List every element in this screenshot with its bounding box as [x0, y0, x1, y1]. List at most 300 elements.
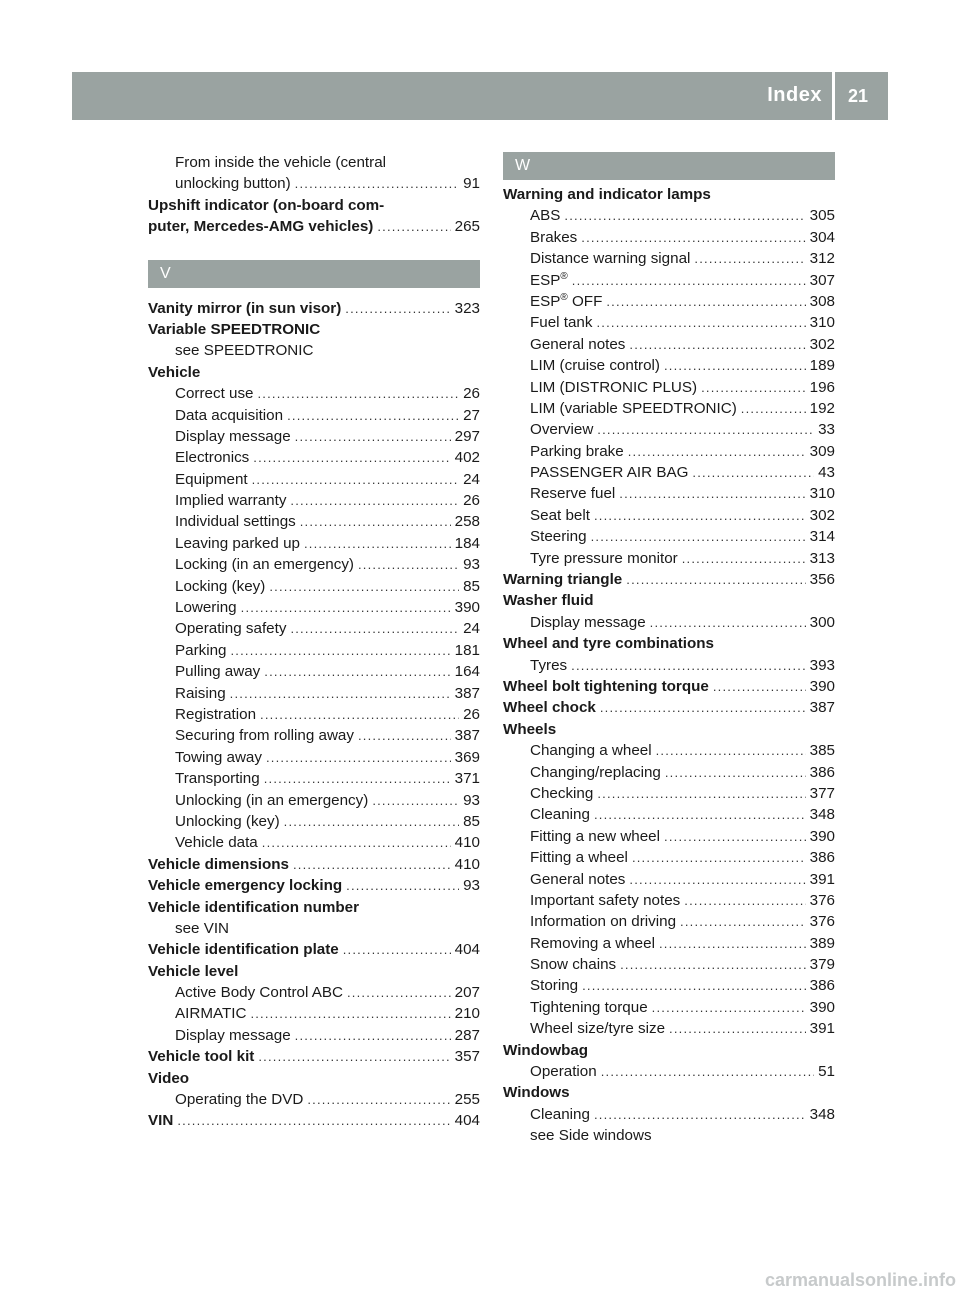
- index-subentry: [148, 152, 480, 173]
- entry-page-number[interactable]: 24: [463, 620, 480, 638]
- entry-label: Removing a wheel: [530, 934, 655, 952]
- dot-leader: [564, 205, 805, 226]
- entry-page-number[interactable]: 387: [454, 684, 480, 702]
- header-separator: [832, 72, 835, 120]
- index-entry: [148, 319, 480, 340]
- index-subentry: [503, 869, 835, 890]
- entry-label: Individual settings: [175, 513, 296, 531]
- dot-leader: [295, 173, 459, 194]
- entry-page-number[interactable]: 192: [809, 399, 835, 417]
- index-subentry: [503, 548, 835, 569]
- entry-label: Changing/replacing: [530, 763, 661, 781]
- entry-page-number[interactable]: 85: [463, 812, 480, 830]
- index-entry: [148, 854, 480, 875]
- entry-page-number[interactable]: 196: [809, 378, 835, 396]
- index-subentry: [148, 747, 480, 768]
- entry-label: Fitting a wheel: [530, 849, 628, 867]
- index-subentry: [148, 768, 480, 789]
- entry-page-number[interactable]: 371: [454, 770, 480, 788]
- entry-label: Distance warning signal: [530, 250, 691, 268]
- index-subentry: [503, 270, 835, 291]
- entry-page-number[interactable]: 310: [809, 314, 835, 332]
- entry-label: Important safety notes: [530, 891, 681, 909]
- entry-label: Checking: [530, 784, 594, 802]
- entry-page-number[interactable]: 27: [463, 406, 480, 424]
- dot-leader: [343, 939, 451, 960]
- index-subentry: [503, 441, 835, 462]
- entry-label: Brakes: [530, 228, 578, 246]
- index-subentry: [148, 832, 480, 853]
- entry-label: Information on driving: [530, 913, 677, 931]
- entry-label: Raising: [175, 684, 226, 702]
- entry-label: LIM (variable SPEEDTRONIC): [530, 399, 737, 417]
- dot-leader: [594, 505, 806, 526]
- index-subentry: [503, 783, 835, 804]
- entry-page-number[interactable]: 385: [809, 742, 835, 760]
- index-subentry: [148, 533, 480, 554]
- entry-label: Vehicle identification plate: [148, 941, 339, 959]
- entry-page-number[interactable]: 308: [809, 292, 835, 310]
- entry-label: Vanity mirror (in sun visor): [148, 299, 342, 317]
- dot-leader: [345, 298, 450, 319]
- index-subentry: [148, 1025, 480, 1046]
- index-subentry: [503, 847, 835, 868]
- entry-label: Pulling away: [175, 663, 261, 681]
- dot-leader: [665, 762, 806, 783]
- entry-label: Cleaning: [530, 806, 590, 824]
- dot-leader: [293, 854, 451, 875]
- entry-page-number[interactable]: 189: [809, 357, 835, 375]
- entry-label: Windows: [503, 1084, 570, 1102]
- entry-page-number[interactable]: 390: [809, 827, 835, 845]
- entry-label: Vehicle tool kit: [148, 1048, 255, 1066]
- index-subentry: [503, 1061, 835, 1082]
- index-entry: [148, 1046, 480, 1067]
- entry-page-number[interactable]: 93: [463, 877, 480, 895]
- entry-label: Video: [148, 1069, 190, 1087]
- dot-leader: [258, 1046, 450, 1067]
- entry-page-number[interactable]: 309: [809, 442, 835, 460]
- index-subentry: [148, 576, 480, 597]
- entry-page-number[interactable]: 307: [809, 271, 835, 289]
- index-entry: [503, 1082, 835, 1103]
- dot-leader: [347, 982, 451, 1003]
- entry-label: Unlocking (key): [175, 812, 280, 830]
- entry-page-number[interactable]: 404: [454, 941, 480, 959]
- entry-page-number[interactable]: 379: [809, 956, 835, 974]
- entry-label: Locking (in an emergency): [175, 556, 354, 574]
- index-subentry: [503, 954, 835, 975]
- entry-label: puter, Mercedes-AMG vehicles): [148, 218, 374, 236]
- index-subentry: [503, 462, 835, 483]
- entry-label: Parking brake: [530, 442, 624, 460]
- entry-page-number[interactable]: 302: [809, 335, 835, 353]
- entry-label: Active Body Control ABC: [175, 984, 343, 1002]
- index-subentry: [503, 762, 835, 783]
- dot-leader: [358, 725, 451, 746]
- dot-leader: [377, 216, 450, 237]
- entry-label: Wheel chock: [503, 699, 596, 717]
- entry-label: Locking (key): [175, 577, 266, 595]
- dot-leader: [269, 576, 459, 597]
- page-number: 21: [847, 86, 869, 106]
- entry-label: Seat belt: [530, 506, 590, 524]
- entry-label: From inside the vehicle (central: [175, 154, 387, 171]
- entry-label: Steering: [530, 528, 587, 546]
- entry-label: see SPEEDTRONIC: [175, 342, 314, 360]
- entry-label: Warning and indicator lamps: [503, 186, 711, 203]
- entry-page-number[interactable]: 85: [463, 577, 480, 595]
- entry-page-number[interactable]: 91: [463, 175, 480, 193]
- index-subentry: [503, 975, 835, 996]
- entry-page-number[interactable]: 302: [809, 506, 835, 524]
- entry-page-number[interactable]: 184: [454, 534, 480, 552]
- index-entry: [148, 362, 480, 383]
- entry-label: Vehicle data: [175, 834, 258, 852]
- entry-page-number[interactable]: 305: [809, 207, 835, 225]
- entry-page-number[interactable]: 391: [809, 870, 835, 888]
- index-subentry: [148, 704, 480, 725]
- dot-leader: [241, 597, 451, 618]
- dot-leader: [620, 954, 806, 975]
- index-entry: [148, 875, 480, 896]
- index-entry: [148, 1068, 480, 1089]
- entry-label: Washer fluid: [503, 592, 594, 610]
- entry-label: Wheel bolt tightening torque: [503, 677, 709, 695]
- dot-leader: [597, 419, 814, 440]
- dot-leader: [358, 554, 459, 575]
- dot-leader: [692, 462, 814, 483]
- index-subentry: [503, 248, 835, 269]
- index-subentry: [148, 683, 480, 704]
- entry-label: Display message: [175, 427, 291, 445]
- index-subentry: [503, 377, 835, 398]
- index-subentry: [148, 340, 480, 361]
- entry-page-number[interactable]: 393: [809, 656, 835, 674]
- entry-page-number[interactable]: 33: [818, 421, 835, 439]
- entry-label: Tyres: [530, 656, 568, 674]
- index-subentry: [148, 469, 480, 490]
- dot-leader: [601, 1061, 814, 1082]
- entry-label: Vehicle dimensions: [148, 855, 289, 873]
- entry-page-number[interactable]: 164: [454, 663, 480, 681]
- index-subentry: [148, 618, 480, 639]
- dot-leader: [264, 661, 450, 682]
- entry-page-number[interactable]: 387: [809, 699, 835, 717]
- entry-page-number[interactable]: 390: [454, 599, 480, 617]
- dot-leader: [597, 783, 805, 804]
- index-subentry: [148, 725, 480, 746]
- entry-label: Transporting: [175, 770, 260, 788]
- entry-page-number[interactable]: 348: [809, 806, 835, 824]
- entry-page-number[interactable]: 304: [809, 228, 835, 246]
- dot-leader: [290, 618, 459, 639]
- entry-label: Snow chains: [530, 956, 617, 974]
- entry-label: ABS: [530, 207, 561, 225]
- dot-leader: [290, 490, 459, 511]
- index-subentry: [148, 173, 480, 194]
- entry-label: Windowbag: [503, 1041, 589, 1059]
- dot-leader: [652, 997, 806, 1018]
- index-subentry: [148, 811, 480, 832]
- entry-page-number[interactable]: 357: [454, 1048, 480, 1066]
- entry-page-number[interactable]: 356: [809, 571, 835, 589]
- dot-leader: [264, 768, 451, 789]
- entry-label: Fuel tank: [530, 314, 593, 332]
- index-subentry: [503, 890, 835, 911]
- entry-page-number[interactable]: 26: [463, 492, 480, 510]
- registered-mark: ®: [560, 291, 568, 303]
- registered-mark: ®: [560, 270, 568, 282]
- entry-page-number[interactable]: 210: [454, 1005, 480, 1023]
- dot-leader: [346, 875, 459, 896]
- index-subentry: [503, 355, 835, 376]
- dot-leader: [572, 270, 806, 291]
- dot-leader: [650, 612, 806, 633]
- watermark: carmanualsonline.info: [764, 1270, 956, 1290]
- entry-page-number[interactable]: 24: [463, 470, 480, 488]
- index-column-left: [148, 152, 480, 1132]
- dot-leader: [372, 790, 459, 811]
- index-subentry: [503, 483, 835, 504]
- entry-page-number[interactable]: 310: [809, 485, 835, 503]
- index-entry: [148, 195, 480, 216]
- index-subentry: [148, 1003, 480, 1024]
- entry-label: Changing a wheel: [530, 742, 652, 760]
- dot-leader: [596, 312, 805, 333]
- entry-page-number[interactable]: 376: [809, 913, 835, 931]
- section-header-v: V: [148, 260, 480, 288]
- dot-leader: [629, 869, 805, 890]
- index-subentry: [503, 997, 835, 1018]
- entry-page-number[interactable]: 386: [809, 763, 835, 781]
- entry-page-number[interactable]: 410: [454, 834, 480, 852]
- dot-leader: [628, 441, 806, 462]
- index-subentry: [503, 911, 835, 932]
- entry-label: Correct use: [175, 385, 254, 403]
- entry-page-number[interactable]: 51: [818, 1063, 835, 1081]
- entry-page-number[interactable]: 314: [809, 528, 835, 546]
- dot-leader: [250, 1003, 450, 1024]
- entry-label: Registration: [175, 705, 257, 723]
- index-subentry: [148, 511, 480, 532]
- entry-label: Vehicle: [148, 363, 201, 381]
- entry-label: Variable SPEEDTRONIC: [148, 320, 321, 338]
- entry-page-number[interactable]: 410: [454, 855, 480, 873]
- entry-page-number[interactable]: 297: [454, 427, 480, 445]
- entry-label: Operating the DVD: [175, 1091, 304, 1109]
- section-header-w: W: [503, 152, 835, 180]
- entry-label: General notes: [530, 870, 626, 888]
- dot-leader: [571, 655, 806, 676]
- section-w-entries: [503, 184, 835, 1147]
- index-subentry: [503, 826, 835, 847]
- index-subentry: [148, 1089, 480, 1110]
- index-entry: [503, 590, 835, 611]
- index-entry: [503, 719, 835, 740]
- index-subentry: [148, 640, 480, 661]
- index-subentry: [148, 554, 480, 575]
- entry-page-number[interactable]: 93: [463, 556, 480, 574]
- index-subentry: [148, 661, 480, 682]
- dot-leader: [713, 676, 806, 697]
- entry-label: Securing from rolling away: [175, 727, 354, 745]
- entry-page-number[interactable]: 376: [809, 891, 835, 909]
- entry-page-number[interactable]: 265: [454, 218, 480, 236]
- entry-page-number[interactable]: 323: [454, 299, 480, 317]
- index-subentry: [148, 790, 480, 811]
- entry-page-number[interactable]: 377: [809, 784, 835, 802]
- dot-leader: [664, 826, 806, 847]
- index-entry: [503, 676, 835, 697]
- dot-leader: [626, 569, 805, 590]
- dot-leader: [304, 533, 451, 554]
- entry-page-number[interactable]: 181: [454, 641, 480, 659]
- index-subentry: [148, 447, 480, 468]
- entry-label: Vehicle level: [148, 962, 239, 980]
- entry-label: Leaving parked up: [175, 534, 300, 552]
- entry-page-number[interactable]: 255: [454, 1091, 480, 1109]
- index-entry: [503, 569, 835, 590]
- index-entry: [148, 961, 480, 982]
- entry-label: Electronics: [175, 449, 250, 467]
- dot-leader: [258, 383, 460, 404]
- entry-label: Implied warranty: [175, 492, 287, 510]
- index-subentry: [503, 1104, 835, 1125]
- index-subentry: [503, 205, 835, 226]
- index-subentry: [503, 612, 835, 633]
- entry-label: Tightening torque: [530, 998, 648, 1016]
- entry-page-number[interactable]: 348: [809, 1105, 835, 1123]
- entry-page-number[interactable]: 402: [454, 449, 480, 467]
- entry-label: Towing away: [175, 748, 262, 766]
- dot-leader: [680, 911, 806, 932]
- dot-leader: [581, 227, 805, 248]
- dot-leader: [262, 832, 451, 853]
- entry-page-number[interactable]: 26: [463, 705, 480, 723]
- page-title: Index: [767, 84, 822, 106]
- index-entry: [503, 633, 835, 654]
- entry-label: Unlocking (in an emergency): [175, 791, 369, 809]
- entry-label: AIRMATIC: [175, 1005, 247, 1023]
- dot-leader: [284, 811, 459, 832]
- entry-label: LIM (cruise control): [530, 357, 660, 375]
- dot-leader: [656, 740, 806, 761]
- entry-label: see Side windows: [530, 1127, 652, 1145]
- entry-page-number[interactable]: 312: [809, 250, 835, 268]
- entry-label: Upshift indicator (on-board com-: [148, 196, 385, 214]
- dot-leader: [582, 975, 806, 996]
- index-entry: [148, 939, 480, 960]
- entry-page-number[interactable]: 387: [454, 727, 480, 745]
- index-subentry: [503, 312, 835, 333]
- entry-label: Lowering: [175, 599, 237, 617]
- index-subentry: [503, 1018, 835, 1039]
- entry-label: Wheel and tyre combinations: [503, 635, 714, 653]
- dot-leader: [682, 548, 806, 569]
- entry-page-number[interactable]: 386: [809, 849, 835, 867]
- entry-label: Display message: [175, 1026, 291, 1044]
- dot-leader: [606, 291, 805, 312]
- index-subentry: [503, 505, 835, 526]
- dot-leader: [266, 747, 451, 768]
- entry-label: LIM (DISTRONIC PLUS): [530, 378, 698, 396]
- entry-label: Cleaning: [530, 1105, 590, 1123]
- entry-page-number[interactable]: 207: [454, 984, 480, 1002]
- entry-page-number[interactable]: 93: [463, 791, 480, 809]
- index-subentry: [148, 405, 480, 426]
- entry-label: VIN: [148, 1112, 174, 1130]
- dot-leader: [253, 447, 450, 468]
- entry-page-number[interactable]: 369: [454, 748, 480, 766]
- entry-page-number[interactable]: 389: [809, 934, 835, 952]
- entry-page-number[interactable]: 300: [809, 613, 835, 631]
- dot-leader: [300, 511, 451, 532]
- dot-leader: [231, 640, 451, 661]
- dot-leader: [669, 1018, 806, 1039]
- dot-leader: [252, 469, 459, 490]
- entry-label: see VIN: [175, 919, 230, 937]
- entry-label: Operation: [530, 1063, 597, 1081]
- dot-leader: [287, 405, 459, 426]
- index-subentry: [148, 982, 480, 1003]
- index-subentry: [148, 918, 480, 939]
- entry-label: ESP® OFF: [530, 291, 603, 310]
- index-entry: [148, 897, 480, 918]
- dot-leader: [594, 804, 806, 825]
- entry-page-number[interactable]: 313: [809, 549, 835, 567]
- dot-leader: [632, 847, 806, 868]
- index-subentry: [148, 383, 480, 404]
- index-entry: [148, 1110, 480, 1131]
- index-subentry: [503, 398, 835, 419]
- index-entry: [503, 184, 835, 205]
- entry-label: Data acquisition: [175, 406, 284, 424]
- entry-page-number[interactable]: 258: [454, 513, 480, 531]
- dot-leader: [629, 334, 805, 355]
- dot-leader: [694, 248, 805, 269]
- index-subentry: [503, 804, 835, 825]
- index-subentry: [503, 227, 835, 248]
- continued-entries: [148, 152, 480, 238]
- entry-page-number[interactable]: 390: [809, 998, 835, 1016]
- dot-leader: [619, 483, 805, 504]
- entry-page-number[interactable]: 391: [809, 1020, 835, 1038]
- entry-label: Vehicle identification number: [148, 898, 359, 916]
- entry-label: Warning triangle: [503, 571, 623, 589]
- entry-label: Tyre pressure monitor: [530, 549, 678, 567]
- index-subentry: [503, 1125, 835, 1146]
- index-entry: [503, 1040, 835, 1061]
- entry-page-number[interactable]: 404: [454, 1112, 480, 1130]
- dot-leader: [295, 1025, 451, 1046]
- dot-leader: [741, 398, 806, 419]
- index-entry: [503, 697, 835, 718]
- entry-page-number[interactable]: 287: [454, 1026, 480, 1044]
- dot-leader: [230, 683, 451, 704]
- dot-leader: [591, 526, 806, 547]
- dot-leader: [260, 704, 459, 725]
- entry-label: Storing: [530, 977, 579, 995]
- entry-label: Vehicle emergency locking: [148, 877, 343, 895]
- entry-page-number[interactable]: 26: [463, 385, 480, 403]
- entry-page-number[interactable]: 386: [809, 977, 835, 995]
- entry-page-number[interactable]: 43: [818, 464, 835, 482]
- index-entry: [148, 298, 480, 319]
- entry-label: General notes: [530, 335, 626, 353]
- entry-page-number[interactable]: 390: [809, 677, 835, 695]
- dot-leader: [594, 1104, 806, 1125]
